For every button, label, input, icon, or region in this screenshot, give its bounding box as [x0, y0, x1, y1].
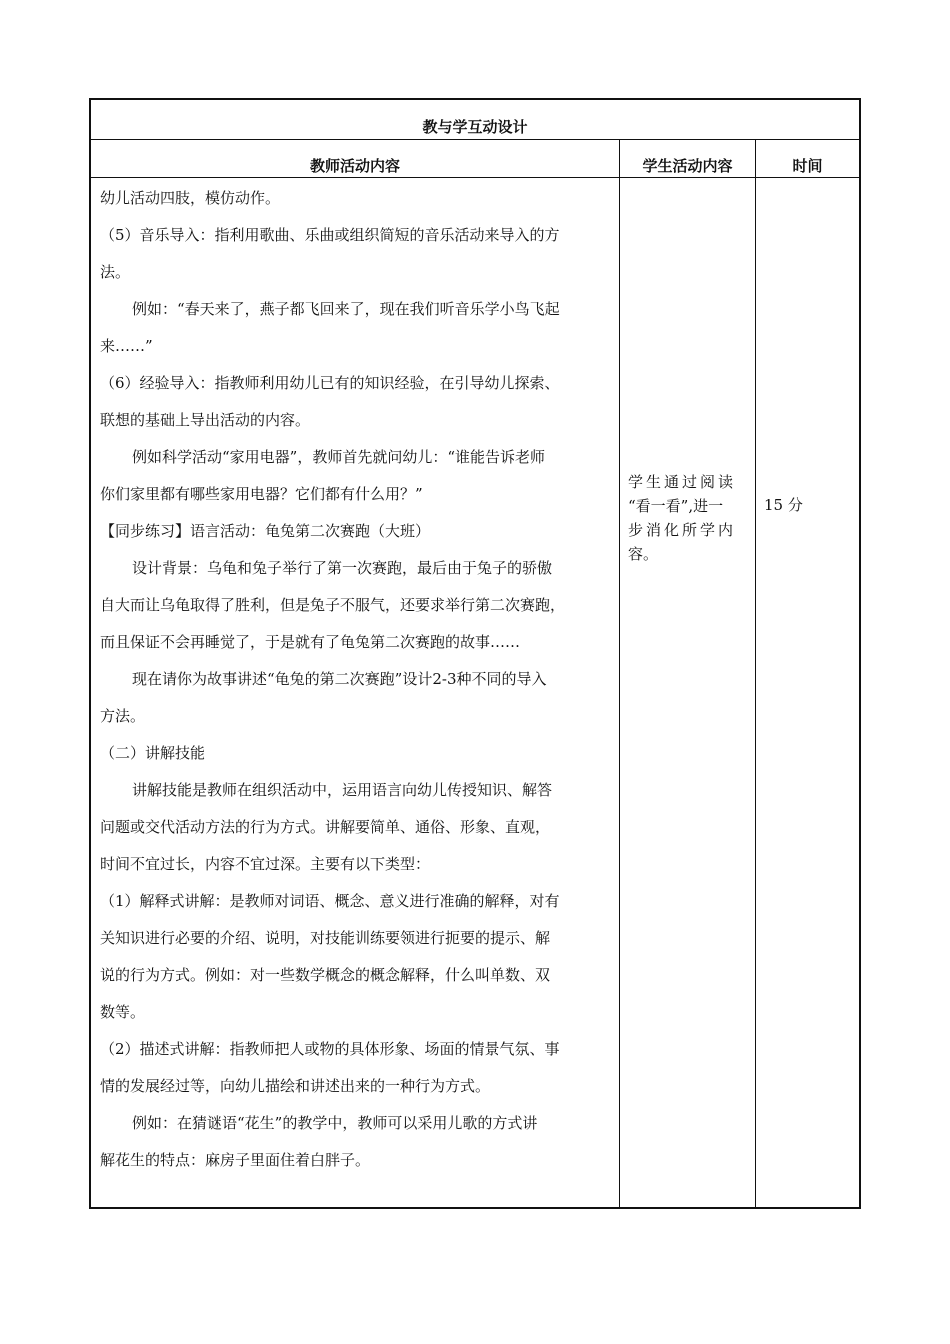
- text-line: 问题或交代活动方法的行为方式。讲解要简单、通俗、形象、直观，: [100, 818, 551, 836]
- table-title: 教与学互动设计: [91, 100, 859, 140]
- text-line: 现在请你为故事讲述“龟兔的第二次赛跑”设计2-3种不同的导入: [132, 670, 547, 688]
- text-line: 自大而让乌龟取得了胜利，但是兔子不服气，还要求举行第二次赛跑，: [100, 596, 566, 614]
- text-line: 法。: [100, 263, 131, 281]
- text-line: 解花生的特点：麻房子里面住着白胖子。: [100, 1151, 371, 1169]
- header-student-activity: 学生活动内容: [642, 157, 733, 175]
- text-line: （1）解释式讲解：是教师对词语、概念、意义进行准确的解释，对有: [100, 892, 560, 910]
- table-header-row: [91, 140, 859, 178]
- interaction-design-table: [89, 98, 861, 1209]
- text-line: 而且保证不会再睡觉了，于是就有了龟兔第二次赛跑的故事……: [100, 633, 521, 651]
- text-line: “看一看”,进一: [628, 497, 724, 515]
- text-line: 时间不宜过长，内容不宜过深。主要有以下类型：: [100, 855, 431, 873]
- text-line: 容。: [628, 545, 659, 563]
- text-line: （二）讲解技能: [100, 744, 206, 762]
- time-value: 15 分: [764, 496, 803, 514]
- text-line: 关知识进行必要的介绍、说明，对技能训练要领进行扼要的提示、解: [100, 929, 551, 947]
- text-line: 【同步练习】语言活动：龟兔第二次赛跑（大班）: [100, 522, 431, 540]
- text-line: 例如：在猜谜语“花生”的教学中，教师可以采用儿歌的方式讲: [132, 1114, 538, 1132]
- text-line: 例如科学活动“家用电器”，教师首先就问幼儿：“谁能告诉老师: [132, 448, 546, 466]
- text-line: 数等。: [100, 1003, 146, 1021]
- text-line: 步消化所学内: [628, 521, 737, 539]
- text-line: （5）音乐导入：指利用歌曲、乐曲或组织简短的音乐活动来导入的方: [100, 226, 560, 244]
- text-line: 学生通过阅读: [628, 473, 737, 491]
- text-line: （6）经验导入：指教师利用幼儿已有的知识经验，在引导幼儿探索、: [100, 374, 560, 392]
- text-line: 方法。: [100, 707, 146, 725]
- header-time: 时间: [792, 157, 823, 175]
- text-line: 例如：“春天来了，燕子都飞回来了，现在我们听音乐学小鸟飞起: [132, 300, 560, 318]
- column-divider: [619, 140, 620, 1207]
- text-line: 你们家里都有哪些家用电器？它们都有什么用？”: [100, 485, 423, 503]
- text-line: （2）描述式讲解：指教师把人或物的具体形象、场面的情景气氛、事: [100, 1040, 560, 1058]
- column-divider: [755, 140, 756, 1207]
- text-line: 联想的基础上导出活动的内容。: [100, 411, 311, 429]
- text-line: 来……”: [100, 337, 153, 355]
- text-line: 设计背景：乌龟和兔子举行了第一次赛跑，最后由于兔子的骄傲: [132, 559, 553, 577]
- student-activity-content: [628, 470, 748, 566]
- text-line: 情的发展经过等，向幼儿描绘和讲述出来的一种行为方式。: [100, 1077, 491, 1095]
- text-line: 说的行为方式。例如：对一些数学概念的概念解释，什么叫单数、双: [100, 966, 551, 984]
- teacher-activity-content: [100, 180, 614, 1179]
- header-teacher-activity: 教师活动内容: [309, 157, 400, 175]
- text-line: 讲解技能是教师在组织活动中，运用语言向幼儿传授知识、解答: [132, 781, 553, 799]
- text-line: 幼儿活动四肢，模仿动作。: [100, 189, 281, 207]
